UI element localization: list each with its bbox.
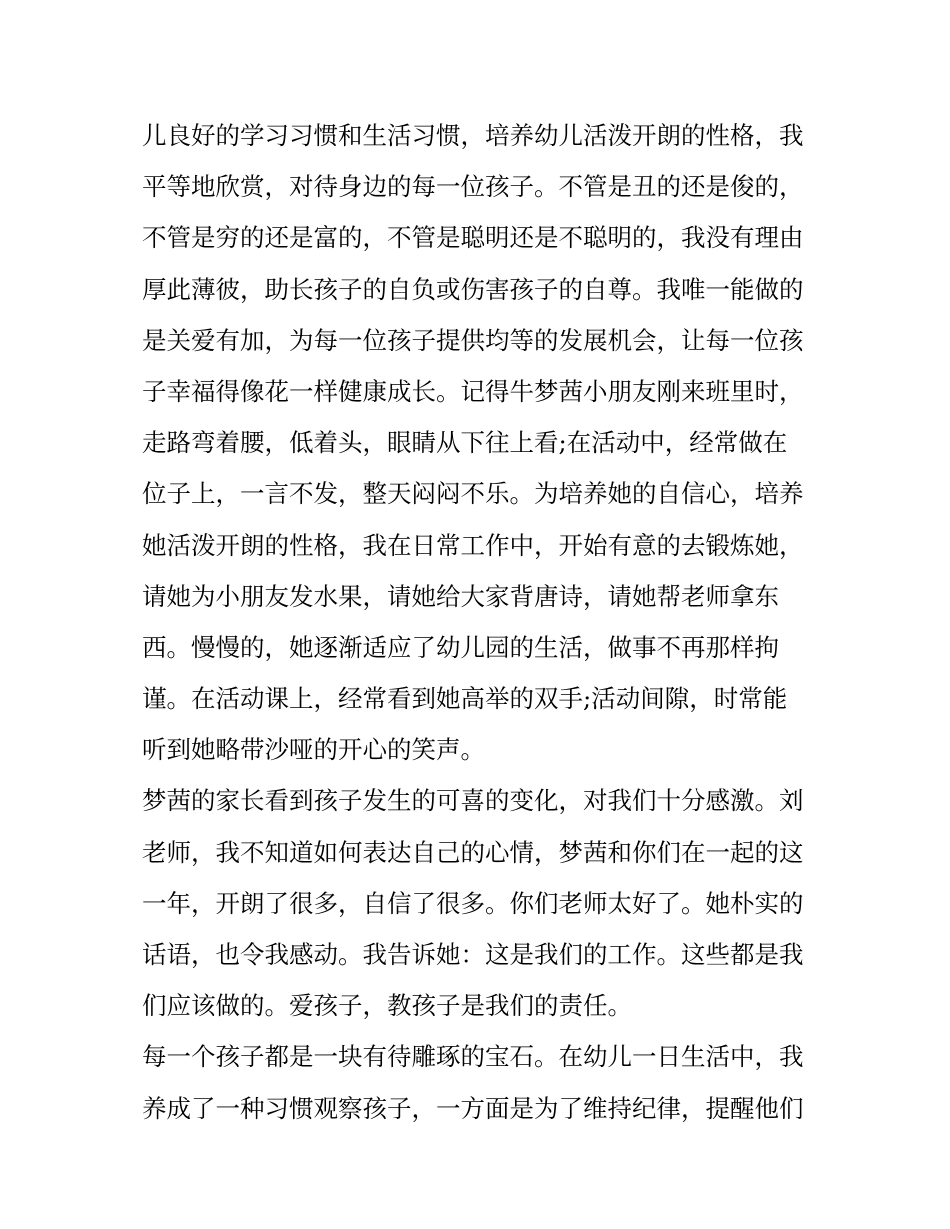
text-line: 西。慢慢的，她逐渐适应了幼儿园的生活，做事不再那样拘 xyxy=(142,632,779,662)
text-line: 一年，开朗了很多，自信了很多。你们老师太好了。她朴实的 xyxy=(142,888,804,918)
text-line: 不管是穷的还是富的，不管是聪明还是不聪明的，我没有理由 xyxy=(142,223,804,253)
text-line: 每一个孩子都是一块有待雕琢的宝石。在幼儿一日生活中，我 xyxy=(142,1042,804,1072)
text-line: 她活泼开朗的性格，我在日常工作中，开始有意的去锻炼她， xyxy=(142,530,804,560)
text-line: 养成了一种习惯观察孩子，一方面是为了维持纪律，提醒他们 xyxy=(142,1093,804,1123)
text-line: 子幸福得像花一样健康成长。记得牛梦茜小朋友刚来班里时， xyxy=(142,376,804,406)
text-line: 请她为小朋友发水果，请她给大家背唐诗，请她帮老师拿东 xyxy=(142,581,779,611)
text-line: 平等地欣赏，对待身边的每一位孩子。不管是丑的还是俊的， xyxy=(142,172,804,202)
text-line: 们应该做的。爱孩子，教孩子是我们的责任。 xyxy=(142,991,632,1021)
text-line: 老师，我不知道如何表达自己的心情，梦茜和你们在一起的这 xyxy=(142,837,804,867)
text-line: 话语，也令我感动。我告诉她：这是我们的工作。这些都是我 xyxy=(142,940,804,969)
text-line: 听到她略带沙哑的开心的笑声。 xyxy=(142,735,485,765)
text-line: 是关爱有加，为每一位孩子提供均等的发展机会，让每一位孩 xyxy=(142,325,804,355)
text-line: 走路弯着腰，低着头，眼睛从下往上看;在活动中，经常做在 xyxy=(142,428,788,458)
text-line: 位子上，一言不发，整天闷闷不乐。为培养她的自信心，培养 xyxy=(142,479,804,509)
body-text xyxy=(142,110,822,1134)
text-line: 厚此薄彼，助长孩子的自负或伤害孩子的自尊。我唯一能做的 xyxy=(142,274,804,304)
text-line: 儿良好的学习习惯和生活习惯，培养幼儿活泼开朗的性格，我 xyxy=(142,121,804,150)
text-line: 梦茜的家长看到孩子发生的可喜的变化，对我们十分感激。刘 xyxy=(142,786,804,816)
text-line: 谨。在活动课上，经常看到她高举的双手;活动间隙，时常能 xyxy=(142,684,788,714)
